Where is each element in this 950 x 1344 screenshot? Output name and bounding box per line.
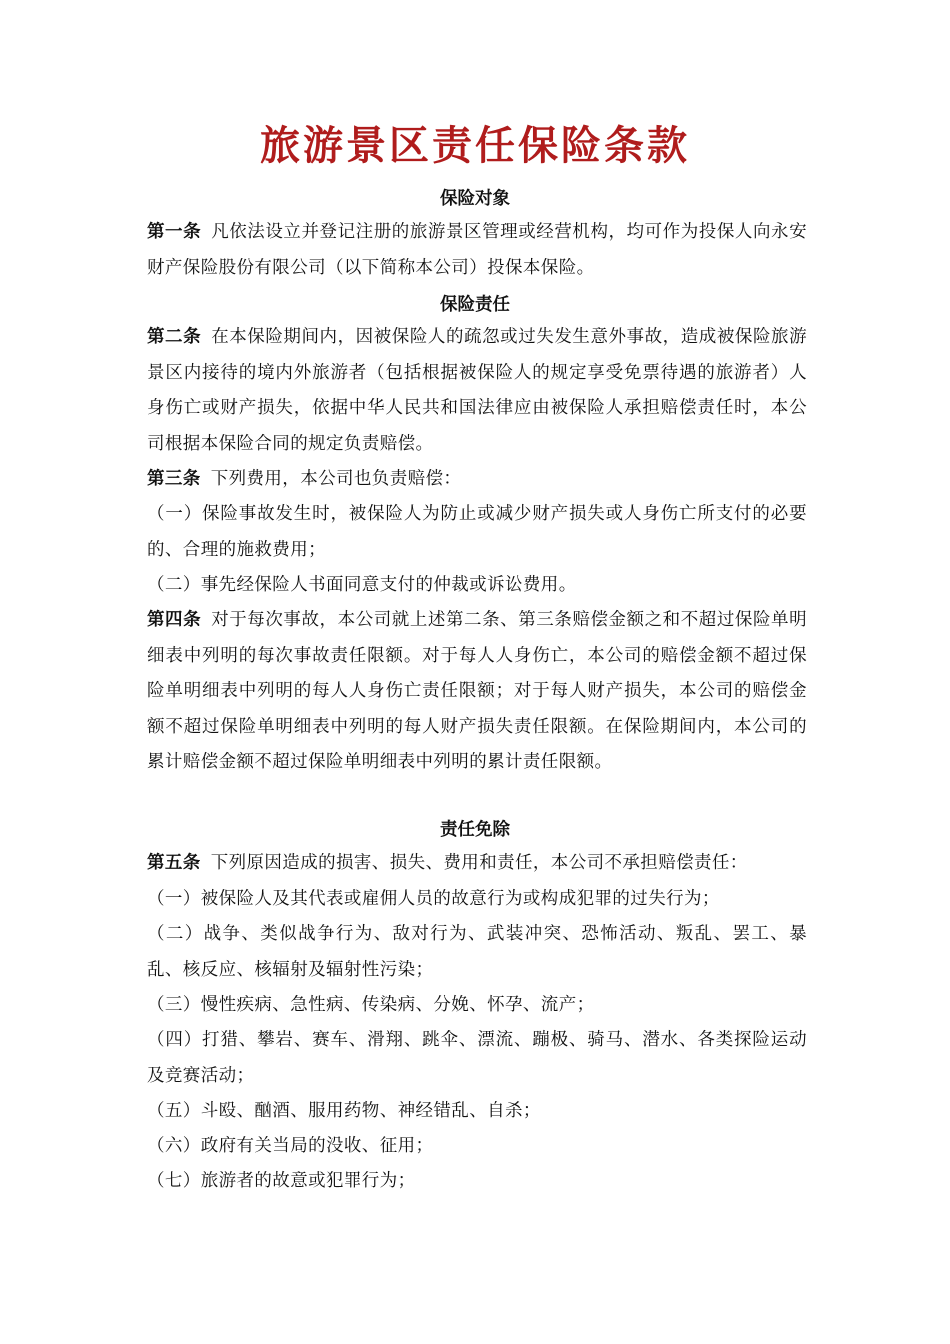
clause-item <box>147 568 807 604</box>
clause-text: （五）斗殴、酗酒、服用药物、神经错乱、自杀； <box>147 1101 541 1121</box>
clause-item <box>147 882 807 918</box>
article-paragraph <box>147 320 807 462</box>
article-label: 第二条 <box>147 327 202 347</box>
clause-item <box>147 917 807 988</box>
article-paragraph <box>147 603 807 781</box>
article-text: 在本保险期间内，因被保险人的疏忽或过失发生意外事故，造成被保险旅游景区内接待的境内外旅游者（包括根据被保险人的规定享受免票待遇的旅游者）人身伤亡或财产损失，依据中华人民共和国法律应由被保险人承担赔偿责任时，本公司根据本保险合同的规定负责赔偿。 <box>147 327 807 454</box>
clause-item <box>147 1129 807 1165</box>
document-title: 旅游景区责任保险条款 <box>260 122 690 169</box>
clause-text: （三）慢性疾病、急性病、传染病、分娩、怀孕、流产； <box>147 995 595 1015</box>
clause-text: （二）事先经保险人书面同意支付的仲裁或诉讼费用。 <box>147 575 577 595</box>
article-label: 第五条 <box>147 853 201 873</box>
clause-text: （四）打猎、攀岩、赛车、滑翔、跳伞、漂流、蹦极、骑马、潜水、各类探险运动及竞赛活动； <box>147 1030 807 1086</box>
article-label: 第三条 <box>147 469 201 489</box>
article-text: 下列费用，本公司也负责赔偿： <box>210 469 462 489</box>
clause-text: （一）被保险人及其代表或雇佣人员的故意行为或构成犯罪的过失行为； <box>147 889 720 909</box>
section-heading-insured-object: 保险对象 <box>440 189 510 209</box>
clause-item <box>147 1094 807 1130</box>
clause-item <box>147 1023 807 1094</box>
clause-text: （二）战争、类似战争行为、敌对行为、武装冲突、恐怖活动、叛乱、罢工、暴乱、核反应、核辐射及辐射性污染； <box>147 924 807 980</box>
article-paragraph <box>147 462 807 498</box>
clause-item <box>147 988 807 1024</box>
article-text: 对于每次事故，本公司就上述第二条、第三条赔偿金额之和不超过保险单明细表中列明的每次事故责任限额。对于每人人身伤亡，本公司的赔偿金额不超过保险单明细表中列明的每人人身伤亡责任限额；对于每人财产损失，本公司的赔偿金额不超过保险单明细表中列明的每人财产损失责任限额。在保险期间内，本公司的累计赔偿金额不超过保险单明细表中列明的累计责任限额。 <box>147 610 807 772</box>
section-heading-exclusions: 责任免除 <box>440 820 510 840</box>
clause-text: （一）保险事故发生时，被保险人为防止或减少财产损失或人身伤亡所支付的必要的、合理的施救费用； <box>147 504 807 560</box>
clause-item <box>147 497 807 568</box>
clause-text: （七）旅游者的故意或犯罪行为； <box>147 1171 416 1191</box>
article-label: 第四条 <box>147 610 202 630</box>
clause-item <box>147 1164 807 1200</box>
clause-text: （六）政府有关当局的没收、征用； <box>147 1136 434 1156</box>
article-paragraph <box>147 846 807 882</box>
article-text: 下列原因造成的损害、损失、费用和责任，本公司不承担赔偿责任： <box>210 853 748 873</box>
section-heading-coverage: 保险责任 <box>440 295 510 315</box>
article-paragraph <box>147 215 807 286</box>
article-label: 第一条 <box>147 222 202 242</box>
article-text: 凡依法设立并登记注册的旅游景区管理或经营机构，均可作为投保人向永安财产保险股份有限公司（以下简称本公司）投保本保险。 <box>147 222 807 278</box>
